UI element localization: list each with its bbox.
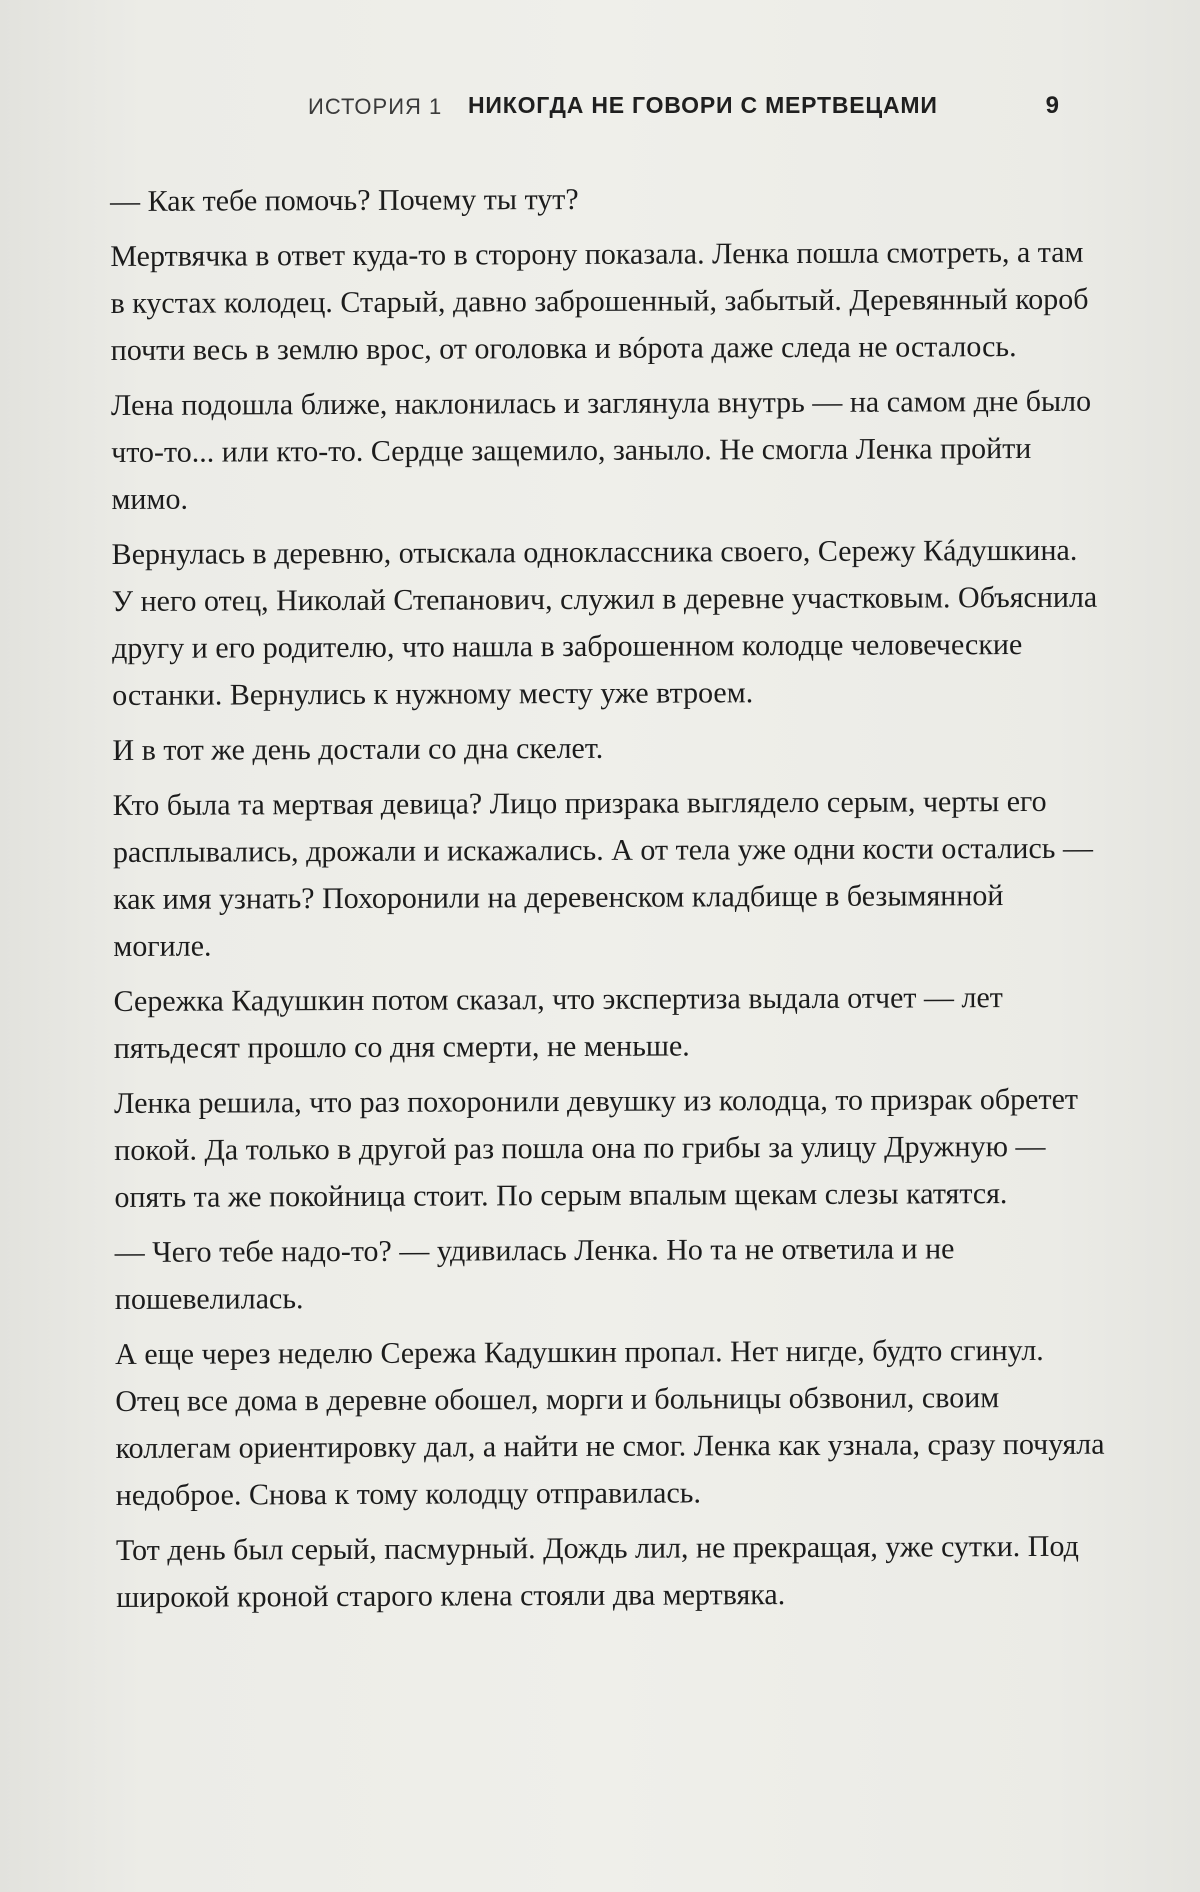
paragraph: Вернулась в деревню, отыскала одноклассника своего, Сережу Кáдушкина. У него отец, Николай Степанович, служил в деревне участковым. Объяснила другу и его родителю, что нашла в заброшенном колодце человеческие останки. Вернулись к нужному месту уже втроем. [111, 533, 1098, 712]
page-number: 9 [1045, 92, 1060, 119]
paragraph: И в тот же день достали со дна скелет. [112, 731, 604, 767]
paragraph: А еще через неделю Сережа Кадушкин пропал. Нет нигде, будто сгинул. Отец все дома в деревне обошел, морги и больницы обзвонил, своим коллегам ориентировку дал, а найти не смог. Ленка как узнала, сразу почуяла недоброе. Снова к тому колодцу отправилась. [115, 1333, 1105, 1512]
paragraph: Сережка Кадушкин потом сказал, что экспертиза выдала отчет — лет пятьдесят прошло со дня смерти, не меньше. [113, 981, 1003, 1065]
paragraph: Мертвячка в ответ куда-то в сторону показала. Ленка пошла смотреть, а там в кустах колодец. Старый, давно заброшенный, забытый. Деревянный короб почти весь в землю врос, от оголовка и вóрота даже следа не осталось. [110, 235, 1089, 367]
running-head [300, 92, 1060, 132]
paragraph: Ленка решила, что раз похоронили девушку из колодца, то призрак обретет покой. Да только в другой раз пошла она по грибы за улицу Дружную — опять та же покойница стоит. По серым впалым щекам слезы катятся. [113, 1082, 1079, 1214]
paragraph: Тот день был серый, пасмурный. Дождь лил, не прекращая, уже сутки. Под широкой кроной старого клена стояли два мертвяка. [115, 1529, 1079, 1614]
paragraph: Кто была та мертвая девица? Лицо призрака выглядело серым, черты его расплывались, дрожали и искажались. А от тела уже одни кости остались — как имя узнать? Похоронили на деревенском кладбище в безымянной могиле. [112, 784, 1094, 963]
paragraph: Лена подошла ближе, наклонилась и заглянула внутрь — на самом дне было что-то... или кто-то. Сердце защемило, заныло. Не смогла Ленка пройти мимо. [110, 384, 1092, 516]
story-number: ИСТОРИЯ 1 [308, 94, 443, 119]
story-title: НИКОГДА НЕ ГОВОРИ С МЕРТВЕЦАМИ [468, 92, 938, 118]
paragraph: — Как тебе помочь? Почему ты тут? [110, 182, 579, 218]
paragraph: — Чего тебе надо-то? — удивилась Ленка. Но та не ответила и не пошевелилась. [114, 1232, 955, 1316]
body-text [110, 174, 1106, 1629]
